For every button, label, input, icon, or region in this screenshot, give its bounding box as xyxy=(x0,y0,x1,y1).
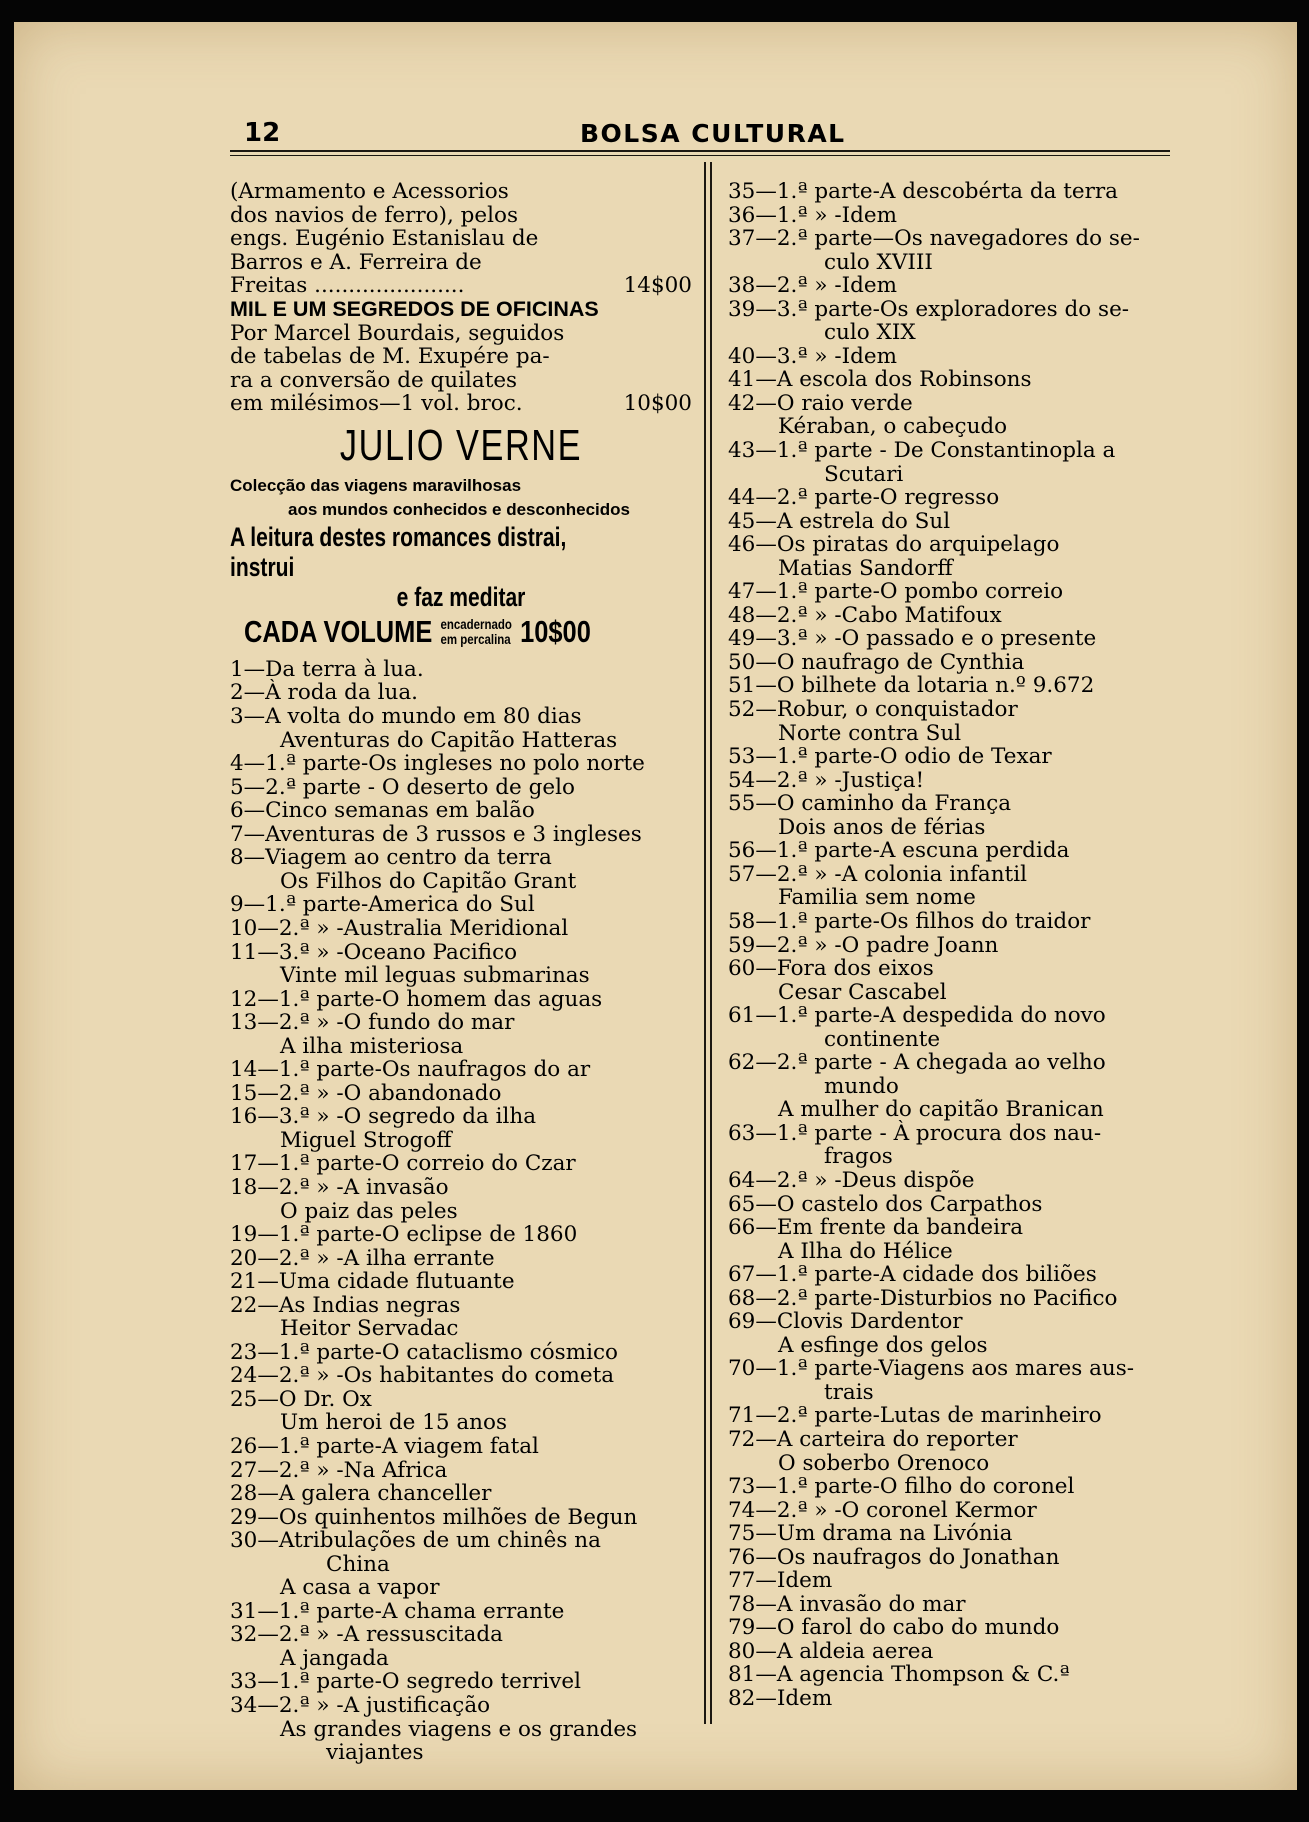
list-item: Os Filhos do Capitão Grant xyxy=(280,868,577,894)
list-item: 28—A galera chanceller xyxy=(230,1481,492,1507)
list-item: Familia sem nome xyxy=(778,885,976,911)
list-item: Kéraban, o cabeçudo xyxy=(778,414,1008,440)
list-item: 48—2.ª » -Cabo Matifoux xyxy=(728,602,1002,628)
list-item: 58—1.ª parte-Os filhos do traidor xyxy=(728,908,1091,934)
title-list-right xyxy=(728,180,1188,1711)
list-item: 82—Idem xyxy=(728,1686,833,1711)
list-item: Heitor Servadac xyxy=(280,1316,459,1342)
text-line: Por Marcel Bourdais, seguidos xyxy=(230,320,565,346)
list-item: 16—3.ª » -O segredo da ilha xyxy=(230,1104,537,1130)
list-item: 29—Os quinhentos milhões de Begun xyxy=(230,1504,638,1530)
list-item: Vinte mil leguas submarinas xyxy=(280,963,590,989)
list-item: 36—1.ª » -Idem xyxy=(728,202,898,228)
page-number: 12 xyxy=(244,118,281,148)
list-item: 38—2.ª » -Idem xyxy=(728,273,898,299)
list-item: 61—1.ª parte-A despedida do novo xyxy=(728,1003,1106,1029)
list-item: 7—Aventuras de 3 russos e 3 ingleses xyxy=(230,821,642,847)
list-item: 50—O naufrago de Cynthia xyxy=(728,649,1025,675)
binding-note-line-2: em percalina xyxy=(440,630,511,647)
collection-subtitle: Colecção das viagens maravilhosas xyxy=(230,475,522,495)
binding-note xyxy=(440,617,511,647)
list-item: 5—2.ª parte - O deserto de gelo xyxy=(230,774,575,800)
list-item: A jangada xyxy=(280,1645,389,1671)
list-item: 60—Fora dos eixos xyxy=(728,956,934,982)
list-item: 42—O raio verde xyxy=(728,390,913,416)
list-item: Matias Sandorff xyxy=(778,555,953,581)
list-item: 11—3.ª » -Oceano Pacifico xyxy=(230,939,518,965)
list-item: viajantes xyxy=(326,1740,424,1766)
list-item: Norte contra Sul xyxy=(778,720,962,746)
list-item: 41—A escola dos Robinsons xyxy=(728,367,1032,393)
price-row-value: 10$00 xyxy=(623,391,692,417)
list-item: 35—1.ª parte-A descobérta da terra xyxy=(728,179,1118,204)
armamento-entry xyxy=(230,180,692,274)
slogan-line: A leitura destes romances distrai, instrui xyxy=(230,521,567,582)
list-item: 45—A estrela do Sul xyxy=(728,508,951,534)
list-item: 8—Viagem ao centro da terra xyxy=(230,845,552,871)
list-item: culo XVIII xyxy=(824,249,933,275)
list-item: 24—2.ª » -Os habitantes do cometa xyxy=(230,1363,615,1389)
list-item: 43—1.ª parte - De Constantinopla a xyxy=(728,438,1116,464)
list-item: fragos xyxy=(824,1144,893,1170)
list-item: A Ilha do Hélice xyxy=(778,1238,953,1264)
list-item: 33—1.ª parte-O segredo terrivel xyxy=(230,1669,581,1695)
list-item: 47—1.ª parte-O pombo correio xyxy=(728,579,1064,605)
header-rule xyxy=(230,150,1170,152)
list-item: 63—1.ª parte - À procura dos nau- xyxy=(728,1120,1102,1146)
volume-price-banner xyxy=(244,614,611,650)
list-item: A casa a vapor xyxy=(280,1575,440,1601)
list-item: 81—A agencia Thompson & C.ª xyxy=(728,1662,1070,1688)
text-line: Barros e A. Ferreira de xyxy=(230,249,482,275)
text-line: (Armamento e Acessorios xyxy=(230,179,509,204)
list-item: 66—Em frente da bandeira xyxy=(728,1215,1024,1241)
list-item: 10—2.ª » -Australia Meridional xyxy=(230,915,569,941)
binding-note-line-1: encadernado xyxy=(440,615,512,632)
oficinas-entry xyxy=(230,298,692,392)
list-item: 53—1.ª parte-O odio de Texar xyxy=(728,744,1052,770)
list-item: Um heroi de 15 anos xyxy=(280,1410,507,1436)
list-item: 75—Um drama na Livónia xyxy=(728,1521,1013,1547)
list-item: 32—2.ª » -A ressuscitada xyxy=(230,1622,503,1648)
list-item: trais xyxy=(824,1379,874,1405)
list-item: 17—1.ª parte-O correio do Czar xyxy=(230,1151,576,1177)
list-item: 68—2.ª parte-Disturbios no Pacifico xyxy=(728,1285,1118,1311)
list-item: O paiz das peles xyxy=(280,1198,458,1224)
list-item: 62—2.ª parte - A chegada ao velho xyxy=(728,1050,1106,1076)
armamento-price-line xyxy=(230,274,692,298)
list-item: 49—3.ª » -O passado e o presente xyxy=(728,626,1097,652)
list-item: 55—O caminho da França xyxy=(728,791,1012,817)
list-item: 6—Cinco semanas em balão xyxy=(230,798,535,824)
list-item: Dois anos de férias xyxy=(778,814,986,840)
list-item: 40—3.ª » -Idem xyxy=(728,343,898,369)
text-line: engs. Eugénio Estanislau de xyxy=(230,226,539,252)
list-item: 46—Os piratas do arquipelago xyxy=(728,532,1060,558)
list-item: continente xyxy=(824,1026,941,1052)
collection-description: aos mundos conhecidos e desconhecidos xyxy=(288,499,630,519)
list-item: Cesar Cascabel xyxy=(778,979,947,1005)
julio-verne-heading: JULIO VERNE xyxy=(339,420,583,470)
list-item: 73—1.ª parte-O filho do coronel xyxy=(728,1474,1075,1500)
list-item: 19—1.ª parte-O eclipse de 1860 xyxy=(230,1222,578,1248)
list-item: 14—1.ª parte-Os naufragos do ar xyxy=(230,1057,591,1083)
list-item: 1—Da terra à lua. xyxy=(230,656,424,682)
header-rule-thin xyxy=(230,155,1170,156)
text-line: MIL E UM SEGREDOS DE OFICINAS xyxy=(230,296,599,321)
list-item: O soberbo Orenoco xyxy=(778,1450,990,1476)
list-item: 27—2.ª » -Na Africa xyxy=(230,1457,448,1483)
julio-verne-section xyxy=(230,422,692,650)
list-item: 9—1.ª parte-America do Sul xyxy=(230,892,535,918)
list-item: 59—2.ª » -O padre Joann xyxy=(728,932,999,958)
list-item: 74—2.ª » -O coronel Kermor xyxy=(728,1497,1037,1523)
list-item: 30—Atribulações de um chinês na xyxy=(230,1528,601,1554)
list-item: A mulher do capitão Branican xyxy=(778,1097,1104,1123)
list-item: 13—2.ª » -O fundo do mar xyxy=(230,1010,515,1036)
list-item: 64—2.ª » -Deus dispõe xyxy=(728,1167,975,1193)
list-item: 15—2.ª » -O abandonado xyxy=(230,1080,502,1106)
list-item: Miguel Strogoff xyxy=(280,1127,452,1153)
list-item: mundo xyxy=(824,1073,899,1099)
list-item: 37—2.ª parte—Os navegadores do se- xyxy=(728,226,1140,252)
list-item: 26—1.ª parte-A viagem fatal xyxy=(230,1433,539,1459)
list-item: 4—1.ª parte-Os ingleses no polo norte xyxy=(230,751,645,777)
list-item: 34—2.ª » -A justificação xyxy=(230,1693,491,1718)
list-item: 54—2.ª » -Justiça! xyxy=(728,767,925,793)
list-item: 57—2.ª » -A colonia infantil xyxy=(728,861,1027,887)
list-item: 44—2.ª parte-O regresso xyxy=(728,485,1000,511)
list-item: 65—O castelo dos Carpathos xyxy=(728,1191,1043,1217)
list-item: 25—O Dr. Ox xyxy=(230,1386,372,1412)
list-item: 2—À roda da lua. xyxy=(230,680,418,706)
list-item: Scutari xyxy=(824,461,904,487)
list-item: 18—2.ª » -A invasão xyxy=(230,1174,449,1200)
text-line: ra a conversão de quilates xyxy=(230,367,518,393)
oficinas-price-line xyxy=(230,392,692,416)
volume-label: CADA VOLUME xyxy=(244,613,433,649)
list-item: 22—As Indias negras xyxy=(230,1292,461,1318)
list-item: 21—Uma cidade flutuante xyxy=(230,1269,515,1295)
list-item: 67—1.ª parte-A cidade dos biliões xyxy=(728,1262,1097,1288)
list-item: As grandes viagens e os grandes xyxy=(280,1716,638,1742)
list-item: 72—A carteira do reporter xyxy=(728,1426,1018,1452)
list-item: 31—1.ª parte-A chama errante xyxy=(230,1598,565,1624)
list-item: China xyxy=(326,1551,390,1577)
list-item: 3—A volta do mundo em 80 dias xyxy=(230,704,582,730)
list-item: Aventuras do Capitão Hatteras xyxy=(280,727,618,753)
list-item: 77—Idem xyxy=(728,1568,833,1594)
volume-price: 10$00 xyxy=(520,613,591,649)
left-column xyxy=(230,180,692,1765)
price-row-value: 14$00 xyxy=(623,273,692,299)
list-item: 69—Clovis Dardentor xyxy=(728,1309,963,1335)
list-item: 79—O farol do cabo do mundo xyxy=(728,1615,1060,1641)
list-item: culo XIX xyxy=(824,320,916,346)
list-item: 51—O bilhete da lotaria n.º 9.672 xyxy=(728,673,1095,699)
running-title: BOLSA CULTURAL xyxy=(580,119,846,148)
slogan-line-2: e faz meditar xyxy=(396,581,526,612)
list-item: 23—1.ª parte-O cataclismo cósmico xyxy=(230,1339,618,1365)
page-header xyxy=(230,118,1170,148)
text-line: de tabelas de M. Exupére pa- xyxy=(230,344,550,370)
list-item: A ilha misteriosa xyxy=(280,1033,464,1059)
list-item: 71—2.ª parte-Lutas de marinheiro xyxy=(728,1403,1102,1429)
right-column xyxy=(728,180,1188,1711)
list-item: 78—A invasão do mar xyxy=(728,1591,966,1617)
list-item: 76—Os naufragos do Jonathan xyxy=(728,1544,1060,1570)
list-item: 20—2.ª » -A ilha errante xyxy=(230,1245,495,1271)
list-item: 12—1.ª parte-O homem das aguas xyxy=(230,986,603,1012)
list-item: 52—Robur, o conquistador xyxy=(728,697,1018,723)
title-list-left xyxy=(230,658,692,1765)
text-line: dos navios de ferro), pelos xyxy=(230,202,518,228)
list-item: A esfinge dos gelos xyxy=(778,1332,988,1358)
price-row-text: em milésimos—1 vol. broc. xyxy=(230,391,523,417)
column-divider xyxy=(704,162,706,1724)
price-row-text: Freitas ...................... xyxy=(230,273,465,299)
list-item: 56—1.ª parte-A escuna perdida xyxy=(728,838,1070,864)
column-divider-secondary xyxy=(710,162,712,1724)
price-row xyxy=(230,274,692,298)
list-item: 39—3.ª parte-Os exploradores do se- xyxy=(728,296,1130,322)
list-item: 70—1.ª parte-Viagens aos mares aus- xyxy=(728,1356,1135,1382)
list-item: 80—A aldeia aerea xyxy=(728,1638,934,1664)
price-row xyxy=(230,392,692,416)
